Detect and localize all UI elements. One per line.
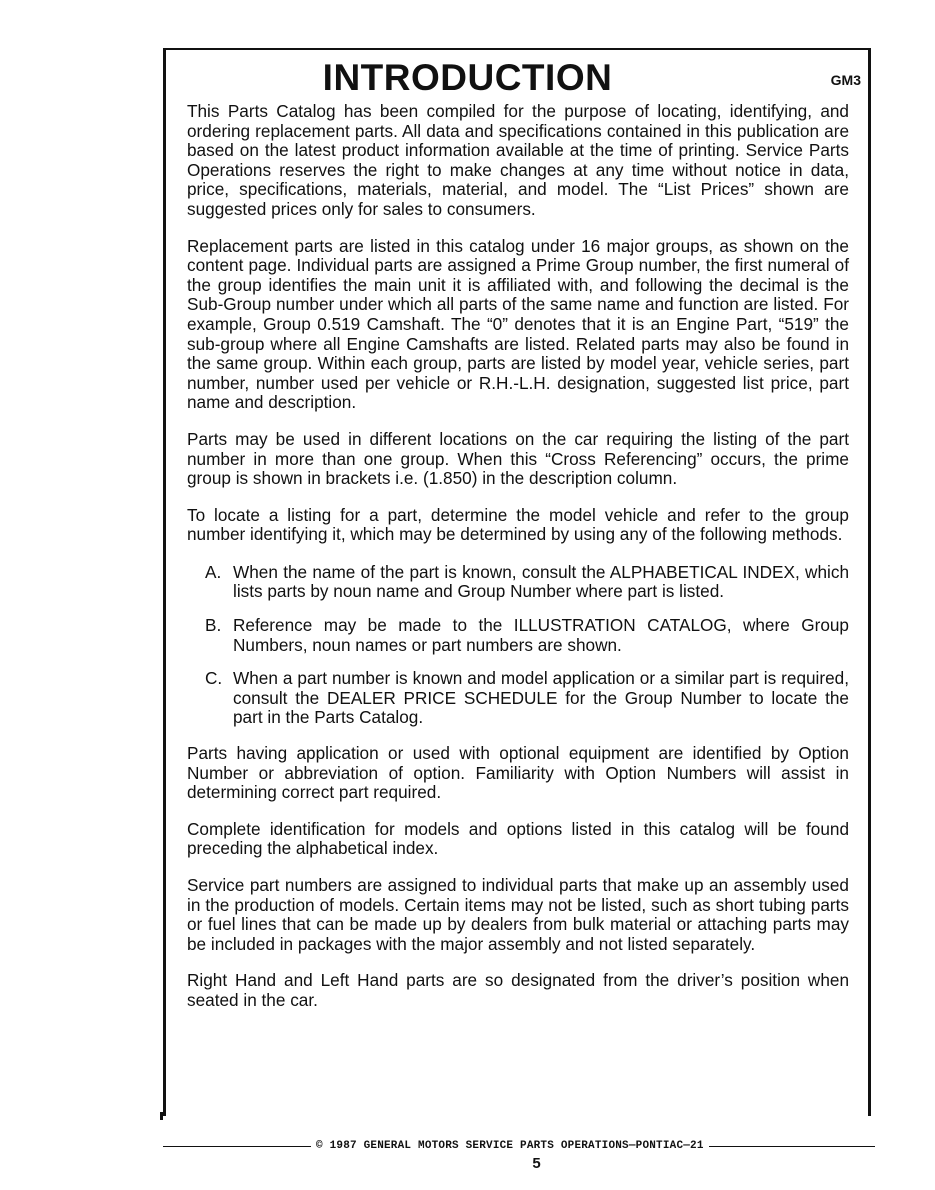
- method-item: [187, 563, 849, 602]
- method-letter: C.: [205, 668, 223, 689]
- paragraph-locate: To locate a listing for a part, determine the model vehicle and refer to the group number identifying it, which may be determined by using any of the following methods.: [187, 504, 849, 545]
- footer-rule-left: [163, 1146, 311, 1147]
- paragraph-hand-parts: Right Hand and Left Hand parts are so designated from the driver’s position when seated in the car.: [187, 970, 849, 1010]
- footer-copyright: © 1987 GENERAL MOTORS SERVICE PARTS OPERATIONS—PONTIAC—21: [316, 1140, 704, 1152]
- page-title: INTRODUCTION: [322, 57, 613, 98]
- section-code: GM3: [830, 72, 861, 88]
- paragraph-service-numbers: Service part numbers are assigned to individual parts that make up an assembly used in the production of models. Certain items may not be listed, such as short tubing parts or fuel lines that can be made up by dealers from bulk material or attaching parts may be included in packages with the major assembly and not listed separately.: [187, 875, 849, 954]
- page-number: 5: [532, 1155, 541, 1172]
- methods-list: [187, 563, 849, 728]
- footer-rule-right: [709, 1146, 875, 1147]
- method-text: When the name of the part is known, consult the ALPHABETICAL INDEX, which lists parts by noun name and Group Number where part is listed.: [233, 561, 849, 602]
- paragraph-options: Parts having application or used with optional equipment are identified by Option Number or abbreviation of option. Familiarity with Option Numbers will assist in determining correct part required.: [187, 743, 849, 803]
- intro-body: [187, 102, 849, 1028]
- method-letter: A.: [205, 561, 222, 582]
- method-text: Reference may be made to the ILLUSTRATION CATALOG, where Group Numbers, noun names or part numbers are shown.: [233, 615, 849, 655]
- paragraph-groups: Replacement parts are listed in this catalog under 16 major groups, as shown on the content page. Individual parts are assigned a Prime Group number, the first numeral of the group identifies the main unit it is affiliated with, and following the decimal is the Sub-Group number under which all parts of the same name and function are listed. For example, Group 0.519 Camshaft. The “0” denotes that it is an Engine Part, “519” the sub-group where all Engine Camshafts are listed. Related parts may also be found in the same group. Within each group, parts are listed by model year, vehicle series, part number, number used per vehicle or R.H.-L.H. designation, suggested list price, part name and description.: [187, 235, 849, 413]
- frame-corner-mark: [160, 1112, 163, 1120]
- footer: [163, 1140, 875, 1152]
- method-item: [187, 616, 849, 655]
- method-letter: B.: [205, 615, 222, 636]
- paragraph-cross-referencing: Parts may be used in different locations on the car requiring the listing of the part number in more than one group. When this “Cross Referencing” occurs, the prime group is shown in brackets i.e. (1.850) in the description column.: [187, 428, 849, 489]
- paragraph-identification: Complete identification for models and options listed in this catalog will be found preceding the alphabetical index.: [187, 818, 849, 859]
- method-text: When a part number is known and model application or a similar part is required, consult the DEALER PRICE SCHEDULE for the Group Number to locate the part in the Parts Catalog.: [233, 668, 849, 728]
- method-item: [187, 669, 849, 728]
- paragraph-purpose: This Parts Catalog has been compiled for the purpose of locating, identifying, and ordering replacement parts. All data and specifications contained in this publication are based on the latest product information available at the time of printing. Service Parts Operations reserves the right to make changes at any time without notice in data, price, specifications, materials, material, and model. The “List Prices” shown are suggested prices only for sales to consumers.: [187, 101, 849, 219]
